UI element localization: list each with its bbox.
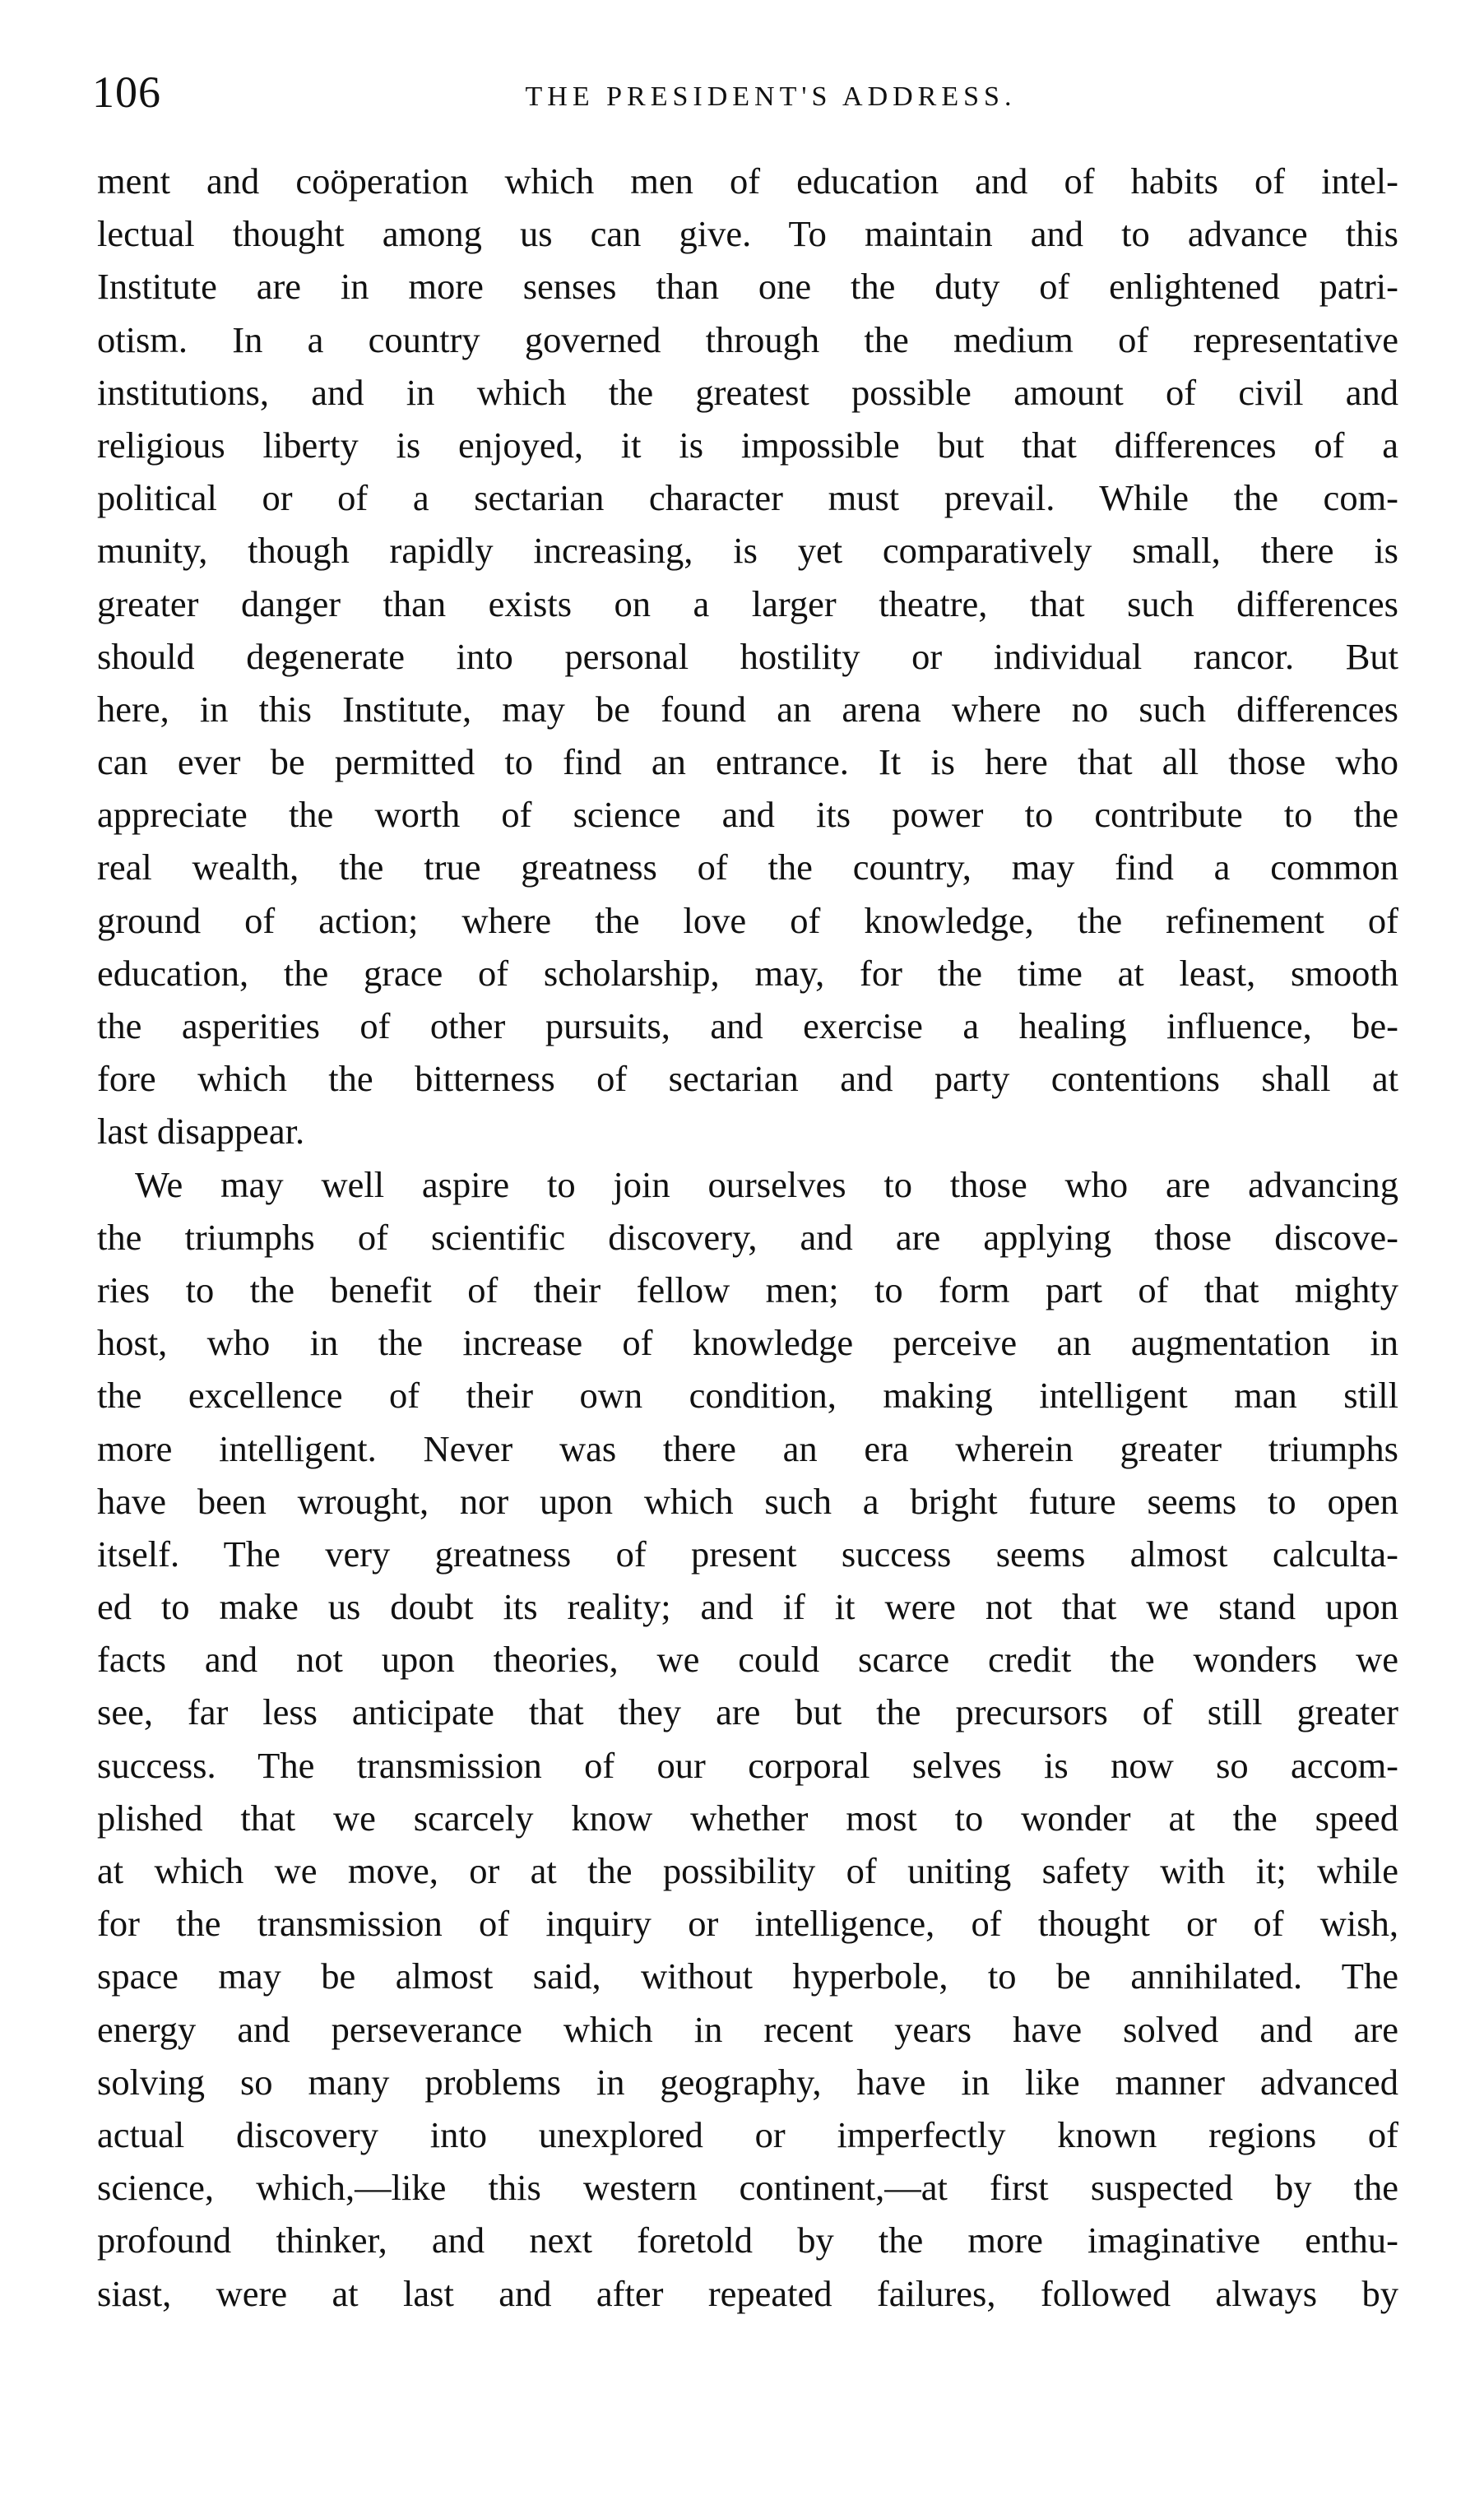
text-line: the excellence of their own condition, making intelligent man still bbox=[97, 1375, 1398, 1417]
paragraph-first-line: We may well aspire to join ourselves to those who are advancing bbox=[135, 1163, 1398, 1205]
text-line: should degenerate into personal hostility or individual rancor. But bbox=[97, 635, 1398, 677]
text-line: ment and coöperation which men of education and of habits of intel- bbox=[97, 160, 1398, 202]
text-line: host, who in the increase of knowledge perceive an augmentation in bbox=[97, 1322, 1398, 1364]
text-line: actual discovery into unexplored or imperfectly known regions of bbox=[97, 2113, 1398, 2155]
text-line: real wealth, the true greatness of the country, may find a common bbox=[97, 847, 1398, 888]
text-line: solving so many problems in geography, have in like manner advanced bbox=[97, 2061, 1398, 2103]
text-line: ries to the benefit of their fellow men; to form part of that mighty bbox=[97, 1269, 1398, 1310]
text-line: otism. In a country governed through the medium of representative bbox=[97, 318, 1398, 360]
text-line: energy and perseverance which in recent years have solved and are bbox=[97, 2008, 1398, 2050]
text-line: appreciate the worth of science and its power to contribute to the bbox=[97, 794, 1398, 836]
text-line: Institute are in more senses than one the duty of enlightened patri- bbox=[97, 266, 1398, 308]
text-line: here, in this Institute, may be found an arena where no such differences bbox=[97, 688, 1398, 730]
text-line: the triumphs of scientific discovery, and are applying those discove- bbox=[97, 1216, 1398, 1258]
page-header bbox=[92, 59, 1400, 125]
text-line: for the transmission of inquiry or intelligence, of thought or of wish, bbox=[97, 1903, 1398, 1945]
text-line: facts and not upon theories, we could scarce credit the wonders we bbox=[97, 1639, 1398, 1681]
body-text bbox=[97, 155, 1398, 2320]
text-line: education, the grace of scholarship, may, for the time at least, smooth bbox=[97, 952, 1398, 994]
text-line: lectual thought among us can give. To maintain and to advance this bbox=[97, 213, 1398, 255]
text-line: success. The transmission of our corporal selves is now so accom- bbox=[97, 1744, 1398, 1786]
text-line: science, which,—like this western continent,—at first suspected by the bbox=[97, 2167, 1398, 2209]
text-line: ed to make us doubt its reality; and if it were not that we stand upon bbox=[97, 1586, 1398, 1628]
text-line: fore which the bitterness of sectarian and party contentions shall at bbox=[97, 1058, 1398, 1100]
text-line: space may be almost said, without hyperbole, to be annihilated. The bbox=[97, 1955, 1398, 1997]
text-line: at which we move, or at the possibility of uniting safety with it; while bbox=[97, 1850, 1398, 1891]
text-line: more intelligent. Never was there an era wherein greater triumphs bbox=[97, 1427, 1398, 1469]
text-line: greater danger than exists on a larger theatre, that such differences bbox=[97, 582, 1398, 624]
text-line: can ever be permitted to find an entrance. It is here that all those who bbox=[97, 741, 1398, 783]
text-line: siast, were at last and after repeated failures, followed always by bbox=[97, 2272, 1398, 2314]
text-line: plished that we scarcely know whether most to wonder at the speed bbox=[97, 1797, 1398, 1839]
text-line: see, far less anticipate that they are but the precursors of still greater bbox=[97, 1691, 1398, 1733]
text-line: munity, though rapidly increasing, is yet comparatively small, there is bbox=[97, 530, 1398, 572]
text-line: political or of a sectarian character must prevail. While the com- bbox=[97, 477, 1398, 519]
text-line: last disappear. bbox=[97, 1111, 305, 1153]
text-line: profound thinker, and next foretold by the more imaginative enthu- bbox=[97, 2219, 1398, 2261]
text-line: have been wrought, nor upon which such a bright future seems to open bbox=[97, 1480, 1398, 1522]
text-line: ground of action; where the love of knowledge, the refinement of bbox=[97, 899, 1398, 941]
page-number: 106 bbox=[92, 67, 161, 117]
running-head: THE PRESIDENT'S ADDRESS. bbox=[525, 81, 1017, 112]
text-line: religious liberty is enjoyed, it is impossible but that differences of a bbox=[97, 424, 1398, 466]
text-line: the asperities of other pursuits, and exercise a healing influence, be- bbox=[97, 1005, 1398, 1046]
text-line: institutions, and in which the greatest possible amount of civil and bbox=[97, 371, 1398, 413]
text-line: itself. The very greatness of present success seems almost calculta- bbox=[97, 1533, 1398, 1575]
